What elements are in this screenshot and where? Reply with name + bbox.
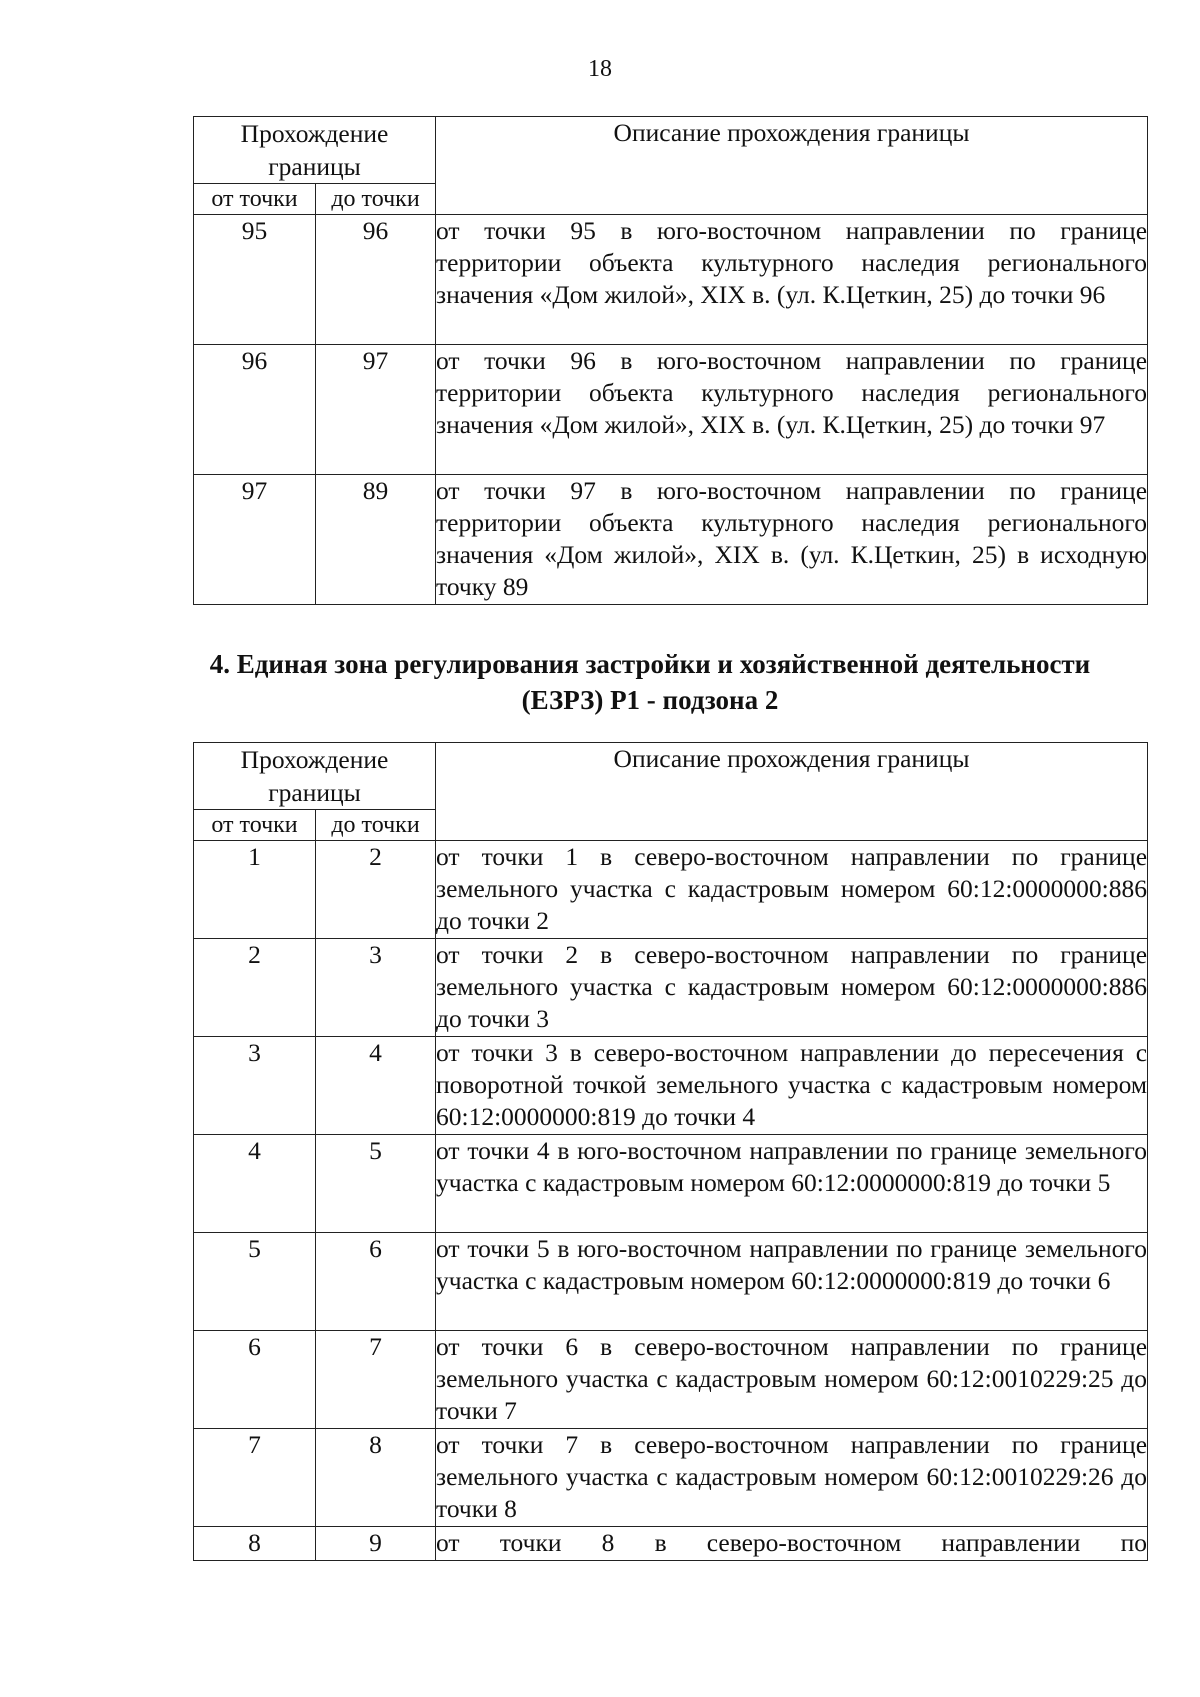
header-boundary-passage: Прохождение границы bbox=[194, 743, 436, 810]
cell-to-point: 6 bbox=[316, 1233, 436, 1331]
header-from-point: от точки bbox=[194, 810, 316, 841]
header-description: Описание прохождения границы bbox=[436, 117, 1148, 215]
table-header bbox=[194, 117, 1148, 215]
cell-from-point: 2 bbox=[194, 939, 316, 1037]
cell-description: от точки 97 в юго-восточном направлении по границе территории объекта культурного наследия регионального значения «Дом жилой», XIX в. (ул. К.Цеткин, 25) в исходную точку 89 bbox=[436, 475, 1148, 605]
cell-to-point: 9 bbox=[316, 1527, 436, 1561]
cell-from-point: 7 bbox=[194, 1429, 316, 1527]
cell-description: от точки 7 в северо-восточном направлении по границе земельного участка с кадастровым номером 60:12:0010229:26 до точки 8 bbox=[436, 1429, 1148, 1527]
table-row bbox=[194, 345, 1148, 475]
header-to-point: до точки bbox=[316, 810, 436, 841]
cell-from-point: 5 bbox=[194, 1233, 316, 1331]
cell-from-point: 95 bbox=[194, 215, 316, 345]
boundary-table-2 bbox=[193, 742, 1148, 1561]
cell-to-point: 7 bbox=[316, 1331, 436, 1429]
page-number: 18 bbox=[588, 56, 612, 82]
table-row bbox=[194, 1429, 1148, 1527]
table-row bbox=[194, 939, 1148, 1037]
table-row bbox=[194, 841, 1148, 939]
cell-from-point: 3 bbox=[194, 1037, 316, 1135]
cell-from-point: 6 bbox=[194, 1331, 316, 1429]
cell-description: от точки 96 в юго-восточном направлении по границе территории объекта культурного наследия регионального значения «Дом жилой», XIX в. (ул. К.Цеткин, 25) до точки 97 bbox=[436, 345, 1148, 475]
header-description: Описание прохождения границы bbox=[436, 743, 1148, 841]
cell-from-point: 1 bbox=[194, 841, 316, 939]
cell-from-point: 4 bbox=[194, 1135, 316, 1233]
table-row bbox=[194, 1331, 1148, 1429]
cell-from-point: 96 bbox=[194, 345, 316, 475]
cell-to-point: 96 bbox=[316, 215, 436, 345]
cell-from-point: 97 bbox=[194, 475, 316, 605]
cell-to-point: 89 bbox=[316, 475, 436, 605]
header-to-point: до точки bbox=[316, 184, 436, 215]
table-row bbox=[194, 1037, 1148, 1135]
cell-to-point: 8 bbox=[316, 1429, 436, 1527]
cell-to-point: 4 bbox=[316, 1037, 436, 1135]
table-row bbox=[194, 1233, 1148, 1331]
cell-description: от точки 3 в северо-восточном направлении до пересечения с поворотной точкой земельного участка с кадастровым номером 60:12:0000000:819 до точки 4 bbox=[436, 1037, 1148, 1135]
cell-to-point: 97 bbox=[316, 345, 436, 475]
cell-description: от точки 4 в юго-восточном направлении по границе земельного участка с кадастровым номером 60:12:0000000:819 до точки 5 bbox=[436, 1135, 1148, 1233]
table-row bbox=[194, 1527, 1148, 1561]
cell-to-point: 5 bbox=[316, 1135, 436, 1233]
cell-description: от точки 1 в северо-восточном направлении по границе земельного участка с кадастровым номером 60:12:0000000:886 до точки 2 bbox=[436, 841, 1148, 939]
boundary-table-1 bbox=[193, 116, 1148, 605]
cell-description: от точки 95 в юго-восточном направлении по границе территории объекта культурного наследия регионального значения «Дом жилой», XIX в. (ул. К.Цеткин, 25) до точки 96 bbox=[436, 215, 1148, 345]
cell-to-point: 2 bbox=[316, 841, 436, 939]
cell-from-point: 8 bbox=[194, 1527, 316, 1561]
table-header bbox=[194, 743, 1148, 841]
cell-to-point: 3 bbox=[316, 939, 436, 1037]
cell-description: от точки 6 в северо-восточном направлении по границе земельного участка с кадастровым номером 60:12:0010229:25 до точки 7 bbox=[436, 1331, 1148, 1429]
section-heading bbox=[150, 646, 1150, 718]
table-row bbox=[194, 215, 1148, 345]
header-from-point: от точки bbox=[194, 184, 316, 215]
section-heading-line-2: (ЕЗРЗ) Р1 - подзона 2 bbox=[521, 685, 779, 715]
section-heading-line-1: 4. Единая зона регулирования застройки и хозяйственной деятельности bbox=[209, 649, 1091, 679]
cell-description: от точки 5 в юго-восточном направлении по границе земельного участка с кадастровым номером 60:12:0000000:819 до точки 6 bbox=[436, 1233, 1148, 1331]
table-row bbox=[194, 1135, 1148, 1233]
header-boundary-passage: Прохождение границы bbox=[194, 117, 436, 184]
cell-description: от точки 2 в северо-восточном направлении по границе земельного участка с кадастровым номером 60:12:0000000:886 до точки 3 bbox=[436, 939, 1148, 1037]
cell-description: от точки 8 в северо-восточном направлении по bbox=[436, 1527, 1148, 1561]
table-row bbox=[194, 475, 1148, 605]
